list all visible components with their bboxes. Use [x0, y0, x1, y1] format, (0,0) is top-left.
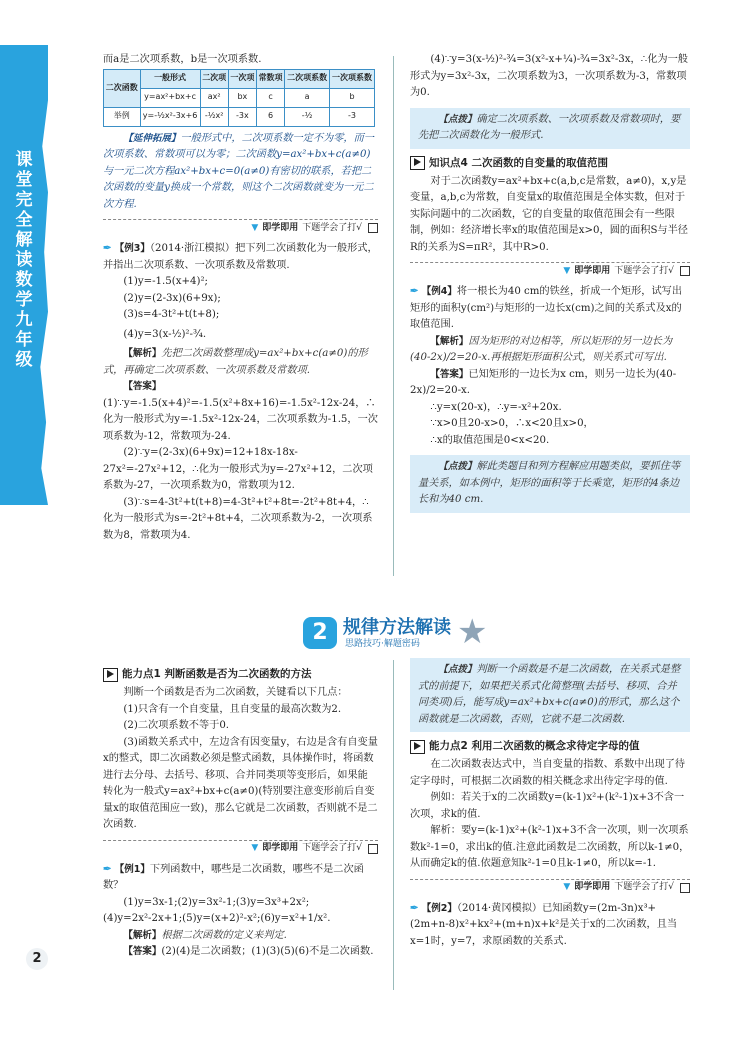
- kp4-text: 对于二次函数y=ax²+bx+c(a,b,c是常数，a≠0)，x,y是变量，a,b,c为常数，自变量x的取值范围是全体实数，但对于实际问题中的二次函数，它的自变量的取值范围会有一些限制，例如：经济增长率x的取值范围是x>0，圆的面积S与半径R的关系为S=πR²，其中R>0.: [410, 175, 688, 253]
- table-cell: ax²: [200, 88, 228, 107]
- example4-label: 【例4】: [421, 286, 457, 298]
- learn-now-bar: [410, 262, 690, 279]
- column-divider-bottom: [393, 660, 394, 990]
- example3-text: （2014·浙江模拟）把下列二次函数化为一般形式，并指出二次项系数、一次项系数及常数项.: [103, 243, 378, 271]
- table-cell: a: [285, 88, 330, 107]
- left-column-bottom: [103, 662, 378, 961]
- example4-answer: [410, 367, 690, 400]
- page-number: 2: [26, 948, 48, 970]
- learn-sub: 下题学会了打√: [614, 265, 674, 276]
- answer-label: 【答案】: [430, 368, 469, 380]
- tip-label: 【点拨】: [438, 461, 477, 473]
- tip-box: [410, 658, 690, 732]
- checkbox-icon[interactable]: [680, 883, 690, 893]
- pen-icon: ✒: [103, 862, 112, 875]
- column-divider: [393, 56, 394, 576]
- table-header-cell: 二次项系数: [285, 69, 330, 88]
- learn-now-bar: [103, 840, 378, 857]
- learn-now-bar: [410, 879, 690, 896]
- tip-box: [410, 108, 690, 149]
- table-cell: c: [256, 88, 284, 107]
- learn-sub: 下题学会了打√: [614, 882, 674, 893]
- knowledge-point-4-title: [410, 155, 690, 172]
- ab2-text: 在二次函数表达式中，当自变量的指数、系数中出现了待定字母时，可根据二次函数的相关概念求出待定字母的值.: [410, 759, 686, 787]
- section-title: 规律方法解读: [343, 617, 451, 638]
- extension-text: 一般形式中，二次项系数一定不为零，而一次项系数、常数项可以为零；二次函数y=ax²+bx+c(a≠0)与一元二次方程ax²+bx+c=0(a≠0)有密切的联系，若把二次函数的变量y换成一个常数，则这个二次函数就变为一元二次方程.: [103, 132, 374, 210]
- answer-label: 【答案】: [123, 381, 162, 393]
- example3-item: (3)s=4-3t²+t(t+8);: [123, 309, 220, 321]
- table-header-cell: 二次函数: [104, 69, 141, 107]
- ability-point-2-title: [410, 738, 690, 755]
- example3-item: (1)y=-1.5(x+4)²;: [123, 276, 208, 288]
- play-triangle-icon: [410, 740, 425, 754]
- example4-text: 将一根长为40 cm的铁丝，折成一个矩形，试写出矩形的面积y(cm²)与矩形的一边长x(cm)之间的关系式及x的取值范围.: [410, 286, 683, 331]
- extension-label: 【延伸拓展】: [123, 132, 181, 144]
- example1-stem: [103, 861, 378, 895]
- example4-stem: [410, 283, 690, 334]
- example3-answer2: (2)∵y=(2-3x)(6+9x)=12+18x-18x-27x²=-27x²+12，∴化为一般形式为y=-27x²+12，二次项系数为-27，一次项系数为0，常数项为12.: [103, 447, 373, 492]
- answer1-text: (1)∵y=-1.5(x+4)²=-1.5(x²+8x+16)=-1.5x²-12x-24，∴化为一般形式为y=-1.5x²-12x-24，二次项系数为-1.5，一次项系数为-12，常数项为-24.: [103, 397, 378, 442]
- table-header-cell: 常数项: [256, 69, 284, 88]
- answer4-text: (4)∵y=3(x-½)²-¾=3(x²-x+¼)-¾=3x²-3x，∴化为一般形式为y=3x²-3x，二次项系数为3，一次项系数为-3，常数项为0.: [410, 54, 688, 99]
- example4-answer-text: 已知矩形的一边长为x cm，则另一边长为(40-2x)/2=20-x.: [410, 368, 677, 397]
- table-cell: 举例: [104, 107, 141, 126]
- right-column-bottom: [410, 658, 690, 950]
- example1-answer: [103, 944, 378, 961]
- section-number: 2: [303, 617, 337, 649]
- example4-analysis-text: 因为矩形的对边相等，所以矩形的另一边长为(40-2x)/2=20-x.再根据矩形面积公式，则关系式可写出.: [410, 335, 673, 364]
- ab2-solution: 解析：要y=(k-1)x²+(k²-1)x+3不含一次项，则一次项系数k²-1=0，求出k的值.注意此函数是二次函数，所以k-1≠0，从而确定k的值.依题意知k²-1=0且k-1≠0，所以k=-1.: [410, 825, 690, 870]
- learn-label: 即学即用: [262, 843, 299, 854]
- analysis-text: 先把二次函数整理成y=ax²+bx+c(a≠0)的形式，再确定二次项系数、一次项系数及常数项.: [103, 348, 368, 376]
- checkbox-icon[interactable]: [368, 844, 378, 854]
- analysis-label: 【解析】: [430, 335, 469, 347]
- learn-sub: 下题学会了打√: [302, 843, 362, 854]
- table-header-cell: 一次项系数: [330, 69, 375, 88]
- example1-items: (1)y=3x-1;(2)y=3x²-1;(3)y=3x³+2x²;(4)y=2x²-2x+1;(5)y=(x+2)²-x²;(6)y=x²+1/x².: [103, 896, 331, 925]
- ab2-example: 例如：若关于x的二次函数y=(k-1)x²+(k²-1)x+3不含一次项，求k的值.: [410, 792, 685, 820]
- checkbox-icon[interactable]: [680, 266, 690, 276]
- intro-text: 而a是二次项系数，b是一次项系数.: [103, 54, 262, 65]
- table-header-cell: 一般形式: [140, 69, 200, 88]
- ab1-point: (2)二次项系数不等于0.: [123, 720, 230, 732]
- arrow-down-icon: ▼: [251, 222, 259, 233]
- pen-icon: ✒: [103, 242, 112, 255]
- learn-sub: 下题学会了打√: [302, 222, 362, 233]
- table-cell: -½x²: [200, 107, 228, 126]
- star-icon: ★: [457, 612, 488, 652]
- tip-box: [410, 455, 690, 513]
- ab1-intro: 判断一个函数是否为二次函数，关键看以下几点：: [123, 687, 348, 698]
- arrow-down-icon: ▼: [563, 882, 571, 893]
- example4-analysis: [410, 334, 690, 367]
- tip2-text: 解此类题目和列方程解应用题类似，要抓住等量关系，如本例中，矩形的面积等于长乘宽，矩形的4条边长和为40 cm.: [418, 461, 681, 506]
- example3-item: (4)y=3(x-½)²-¾.: [123, 328, 207, 340]
- table-cell: 6: [256, 107, 284, 126]
- example1-analysis-text: 根据二次函数的定义来判定.: [161, 929, 287, 941]
- example3-label: 【例3】: [114, 243, 150, 255]
- definition-table: [103, 69, 375, 127]
- tip-label: 【点拨】: [438, 664, 477, 675]
- example3-answer1: [103, 379, 378, 445]
- example3-analysis: [103, 346, 378, 379]
- example2-stem: [410, 900, 690, 951]
- example1-analysis: [103, 928, 378, 945]
- tip-label: 【点拨】: [438, 113, 477, 125]
- kp4-title: 知识点4 二次函数的自变量的取值范围: [429, 156, 608, 169]
- table-cell: b: [330, 88, 375, 107]
- learn-label: 即学即用: [574, 265, 611, 276]
- sidebar: [0, 0, 62, 1061]
- table-cell: y=-½x²-3x+6: [140, 107, 200, 126]
- table-cell: bx: [228, 88, 256, 107]
- example4-answer-line: ∴x的取值范围是0<x<20.: [430, 434, 550, 446]
- learn-now-bar: [103, 219, 378, 236]
- right-column-top: [410, 52, 690, 519]
- learn-label: 即学即用: [574, 882, 611, 893]
- ab1-point: (3)函数关系式中，左边含有因变量y，右边是含有自变量x的整式，即二次函数必须是整式函数，具体操作时，将函数进行去分母、去括号、移项、合并同类项等变形后，如果能转化为一般式y=ax²+bx+c(a≠0)(特别要注意变形前后自变量x的取值范围应一致)，那么它就是二次函数，否则就不是二次函数.: [103, 736, 378, 831]
- answer-label: 【答案】: [123, 946, 162, 958]
- ab2-title: 能力点2 利用二次函数的概念求待定字母的值: [429, 740, 640, 753]
- example1-text: 下列函数中，哪些是二次函数，哪些不是二次函数？: [103, 863, 364, 892]
- example4-answer-line: ∵x>0且20-x>0，∴x<20且x>0，: [430, 418, 594, 430]
- tip3-text: 判断一个函数是不是二次函数，在关系式是整式的前提下，如果把关系式化简整理(去括号、移项、合并同类项)后，能写成y=ax²+bx+c(a≠0)的形式，那么这个函数就是二次函数，否则，它就不是二次函数.: [418, 664, 681, 725]
- pen-icon: ✒: [410, 901, 419, 914]
- tip-text: 确定二次项系数、一次项系数及常数项时，要先把二次函数化为一般形式.: [418, 113, 681, 142]
- extension-note: [103, 131, 378, 214]
- checkbox-icon[interactable]: [368, 223, 378, 233]
- section-banner: [295, 613, 495, 653]
- sidebar-title: 课堂完全解读 数学 九年级: [15, 150, 33, 370]
- pen-icon: ✒: [410, 285, 419, 298]
- example2-label: 【例2】: [421, 902, 457, 914]
- arrow-down-icon: ▼: [251, 843, 259, 854]
- table-cell: -3x: [228, 107, 256, 126]
- learn-label: 即学即用: [262, 222, 299, 233]
- arrow-down-icon: ▼: [563, 265, 571, 276]
- table-cell: -3: [330, 107, 375, 126]
- table-header-cell: 二次项: [200, 69, 228, 88]
- play-triangle-icon: [410, 156, 425, 170]
- example3-answer3: (3)∵s=4-3t²+t(t+8)=4-3t²+t²+8t=-2t²+8t+4，∴化为一般形式为s=-2t²+8t+4，二次项系数为-2，一次项系数为8，常数项为4.: [103, 496, 373, 541]
- example2-text: （2014·黄冈模拟）已知函数y=(2m-3n)x³+(2m+n-8)x²+kx²+(m+n)x+k²是关于x的二次函数，且当x=1时，y=7，求原函数的关系式.: [410, 902, 678, 947]
- left-column-top: [103, 52, 378, 544]
- table-header-cell: 一次项: [228, 69, 256, 88]
- ab1-title: 能力点1 判断函数是否为二次函数的方法: [122, 668, 312, 680]
- example4-answer-line: ∴y=x(20-x)，∴y=-x²+20x.: [430, 401, 562, 413]
- example3-item: (2)y=(2-3x)(6+9x);: [123, 292, 221, 304]
- example1-label: 【例1】: [114, 863, 150, 875]
- example3-stem: [103, 240, 378, 274]
- ability-point-1-title: [103, 666, 378, 683]
- example1-answer-text: (2)(4)是二次函数；(1)(3)(5)(6)不是二次函数.: [161, 946, 374, 958]
- ab1-point: (1)只含有一个自变量，且自变量的最高次数为2.: [123, 703, 342, 715]
- table-cell: y=ax²+bx+c: [140, 88, 200, 107]
- analysis-label: 【解析】: [123, 348, 162, 360]
- table-cell: -½: [285, 107, 330, 126]
- section-subtitle: 思路技巧·解题密码: [345, 639, 420, 649]
- play-triangle-icon: [103, 668, 118, 682]
- analysis-label: 【解析】: [123, 929, 162, 941]
